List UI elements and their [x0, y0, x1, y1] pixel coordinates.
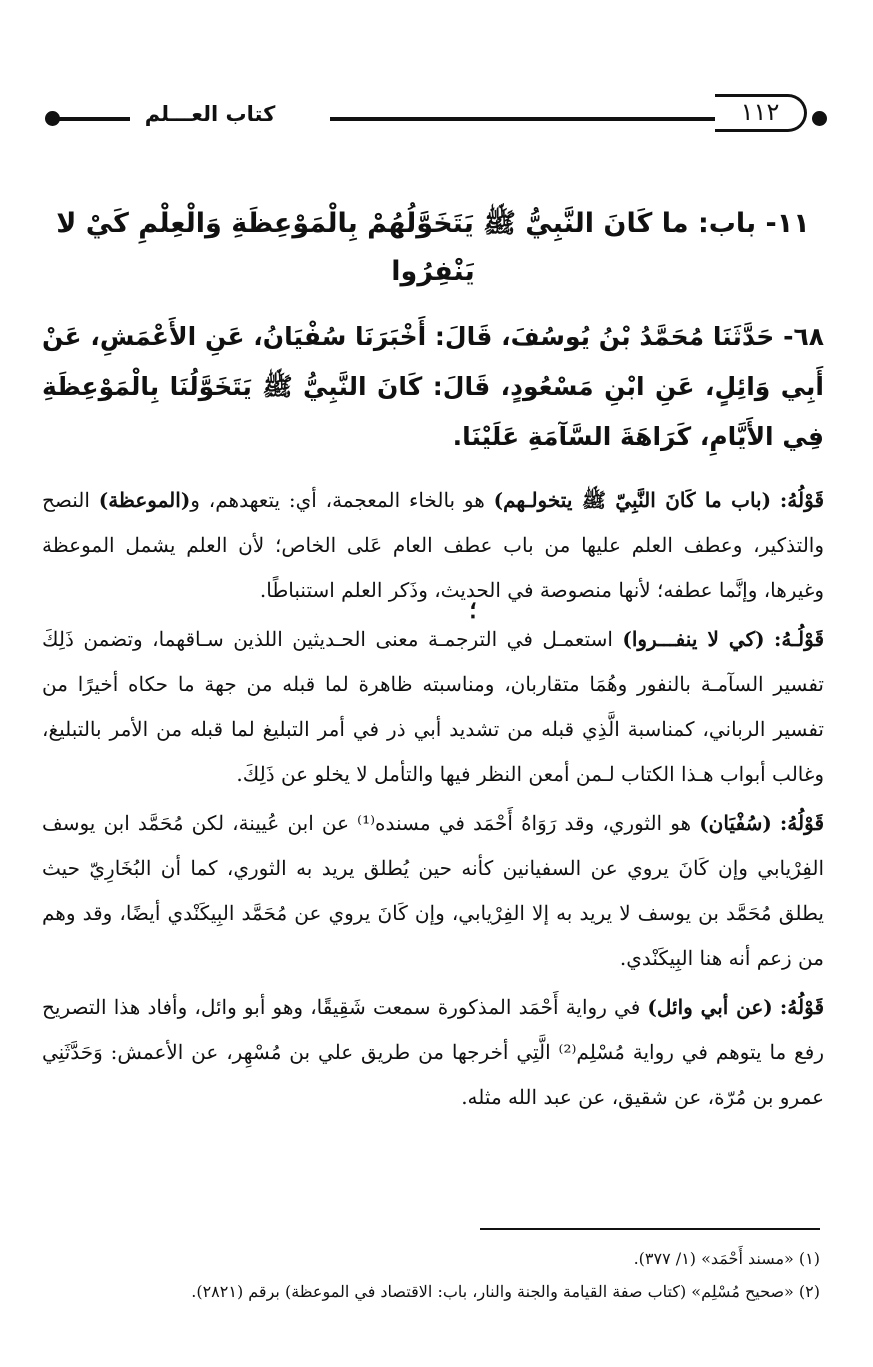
commentary-term: (عن أبي وائل)	[647, 995, 773, 1019]
header-right-dot	[812, 111, 827, 126]
footnotes	[42, 1242, 820, 1308]
commentary-text: هو بالخاء المعجمة، أي: يتعهدهم، و	[190, 488, 494, 512]
commentary-term: (باب ما كَانَ النَّبِيّ ﷺ يتخولـهم)	[493, 488, 772, 512]
commentary-lead: قَوْلُـهُ:	[774, 627, 824, 651]
footnote-1: (١) «مسند أَحْمَد» (١/ ٣٧٧).	[633, 1249, 820, 1268]
footnote-2: (٢) «صحيح مُسْلِم» (كتاب صفة القيامة والجنة والنار، باب: الاقتصاد في الموعظة) برقم (٢٨٢١).	[191, 1282, 820, 1301]
commentary-text: هو الثوري، وقد رَوَاهُ أَحْمَد في مسنده⁽¹⁾ عن ابن عُيينة، لكن مُحَمَّد ابن يوسف الفِرْيابي وإن كَانَ يروي عن السفيانين كأنه حين يُطلق يريد به الثوري، كما أن البُخَارِيّ حيث يطلق مُحَمَّد بن يوسف لا يريد به إلا الفِرْيابي، وإن كَانَ يروي عن مُحَمَّد البِيكَنْدي أيضًا، وقد وهم من زعم أنه هنا البِيكَنْدي.	[42, 811, 824, 970]
page-number: ١١٢	[740, 98, 780, 126]
commentary-lead: قَوْلُهُ:	[779, 995, 824, 1019]
commentary-text: استعمـل في الترجمـة معنى الحـديثين اللذين سـاقهما، وتضمن ذَلِكَ تفسير السآمـة بالنفور وهُمَا متقاربان، ومناسبته ظاهرة لما قبله من جهة ما حكاه أخيرًا من تفسير الرباني، كمناسبة الَّذِي قبله من تشديد أبي ذر في أمر التبليغ لما قبله من الأمر بالتبليغ، وغالب أبواب هـذا الكتاب لـمن أمعن النظر فيها والتأمل لا يخلو عن ذَلِكَ.	[42, 627, 824, 786]
commentary-paragraph	[42, 478, 824, 613]
chapter-heading: ١١- باب: ما كَانَ النَّبِيُّ ﷺ يَتَخَوَّلُهُمْ بِالْمَوْعِظَةِ وَالْعِلْمِ كَيْ لا يَنْفِرُوا	[56, 208, 810, 287]
header-left-rule	[55, 117, 130, 121]
main-text	[42, 200, 824, 1124]
book-title: كتاب العـــلم	[144, 102, 276, 126]
commentary-lead: قَوْلُهُ:	[779, 488, 824, 512]
commentary-paragraph	[42, 617, 824, 797]
commentary-text: النصح والتذكير، وعطف العلم عليها من باب عطف العام عَلى الخاص؛ لأن العلم يشمل الموعظة وغيرها، وإنَّما عطفه؛ لأنها منصوصة في الحديث، وذَكر العلم استنباطًا.	[42, 488, 824, 602]
commentary-term: (كي لا ينفـــروا)	[622, 627, 765, 651]
commentary-term: (الموعظة)	[98, 488, 191, 512]
header-center-rule	[330, 117, 715, 121]
commentary-lead: قَوْلُهُ:	[779, 811, 825, 835]
commentary-paragraph	[42, 801, 824, 981]
hadith-text: ٦٨- حَدَّثَنَا مُحَمَّدُ بْنُ يُوسُفَ، قَالَ: أَخْبَرَنَا سُفْيَانُ، عَنِ الأَعْمَشِ، عَنْ أَبِي وَائِلٍ، عَنِ ابْنِ مَسْعُودٍ، قَالَ: كَانَ النَّبِيُّ ﷺ يَتَخَوَّلُنَا بِالْمَوْعِظَةِ فِي الأَيَّامِ، كَرَاهَةَ السَّآمَةِ عَلَيْنَا.	[42, 322, 824, 451]
margin-mark: ؛	[469, 595, 477, 624]
footnote-rule	[480, 1228, 820, 1230]
commentary-text: في رواية أَحْمَد المذكورة سمعت شَقِيقًا، وهو أبو وائل، وأفاد هذا التصريح رفع ما يتوهم في رواية مُسْلِم⁽²⁾ الَّتِي أخرجها من طريق علي بن مُسْهِر، عن الأعمش: وَحَدَّثَنِي عمرو بن مُرّة، عن شقيق، عن عبد الله مثله.	[42, 995, 824, 1109]
commentary-term: (سُفْيَان)	[699, 811, 772, 835]
commentary-paragraph	[42, 985, 824, 1120]
